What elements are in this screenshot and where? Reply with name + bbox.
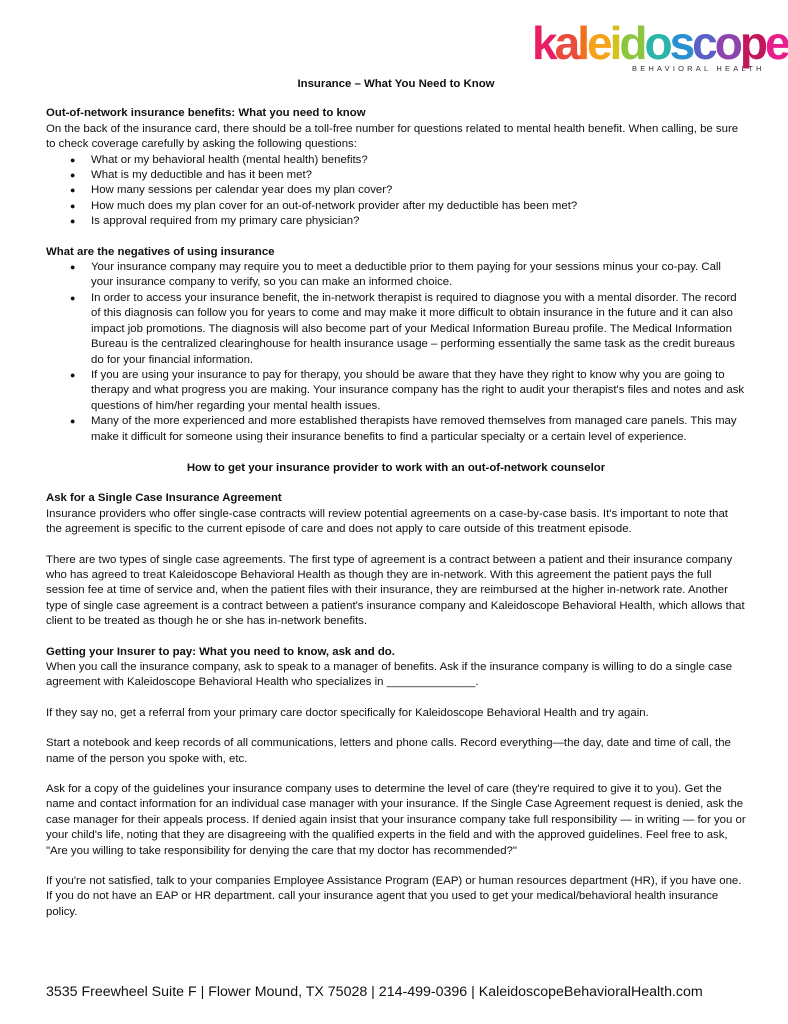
section4-paragraph: If you're not satisfied, talk to your companies Employee Assistance Program (EAP) or human resources department (HR), if you have one. If you do not have an EAP or HR department. call your insurance agent that you used to get your medical/behavioral health insurance policy.: [46, 875, 742, 918]
logo-tagline: BEHAVIORAL HEALTH: [632, 64, 765, 73]
section3-paragraph: There are two types of single case agreements. The first type of agreement is a contract between a patient and their insurance company who has agreed to treat Kaleidoscope Behavioral Health as though they are in-network. With this agreement the patient pays the full session fee at time of service and, when the patient files with their insurance, they are reimbursed at the higher in-network rate. Another type of single case agreement is a contract between a patient's insurance company and Kaleidoscope Behavioral Health, which allows that client to be treated as though he or she has in-network benefits.: [46, 553, 745, 628]
logo-letter: i: [609, 17, 620, 69]
section4-paragraph: Ask for a copy of the guidelines your insurance company uses to determine the level of care (they're required to give it to you). Get the name and contact information for an individual case manager with your insurance. If the Single Case Agreement request is denied, ask the case manager for their appeals process. If denied again insist that your insurance company take full responsibility — in writing — for you or your child's life, noting that they are disagreeing with the qualified experts in the field and with the approved guidelines. Feel free to ask, "Are you willing to take responsibility for denying the care that my doctor has recommended?": [46, 783, 746, 857]
list-item: ● How many sessions per calendar year does my plan cover?: [91, 183, 746, 198]
document-body: [46, 77, 746, 920]
list-item: ● Your insurance company may require you to meet a deductible prior to them paying for your sessions minus your co-pay. Call your insurance company to verify, so you can make an informed choice.: [91, 260, 746, 291]
section1-list: [46, 153, 746, 230]
page-title: Insurance – What You Need to Know: [297, 78, 495, 90]
logo-letter: k: [532, 17, 555, 69]
logo-letter: o: [714, 17, 740, 69]
section2-heading: What are the negatives of using insurance: [46, 245, 275, 258]
list-item: ● If you are using your insurance to pay for therapy, you should be aware that they have they right to know why you are going to therapy and what progress you are making. Your insurance company has the right to audit your therapist's files and notes and ask questions of him/her regarding your mental health issues.: [91, 368, 746, 414]
list-item: ● What or my behavioral health (mental health) benefits?: [91, 153, 746, 168]
logo-letter: e: [586, 17, 610, 69]
logo-letter: l: [577, 17, 587, 69]
section3-paragraph: Insurance providers who offer single-case contracts will review potential agreements on a case-by-case basis. It's important to note that the agreement is specific to the current episode of care and does not apply to care outside of this treatment episode.: [46, 507, 728, 536]
list-item: ● How much does my plan cover for an out-of-network provider after my deductible has been met?: [91, 199, 746, 214]
section4-paragraph: Start a notebook and keep records of all communications, letters and phone calls. Record everything—the day, date and time of call, the name of the person you spoke with, etc.: [46, 737, 731, 765]
section2-list: [46, 260, 746, 445]
section4-paragraph: If they say no, get a referral from your primary care doctor specifically for Kaleidoscope Behavioral Health and try again.: [46, 706, 649, 719]
logo-letter: o: [644, 17, 670, 69]
kaleidoscope-logo: [532, 17, 788, 76]
section4-paragraph: When you call the insurance company, ask to speak to a manager of benefits. Ask if the insurance company is willing to do a single case agreement with Kaleidoscope Behavioral Health who specializes in ______________.: [46, 661, 733, 689]
section1-heading: Out-of-network insurance benefits: What you need to know: [46, 107, 366, 120]
list-item: ● In order to access your insurance benefit, the in-network therapist is required to diagnose you with a mental disorder. The record of this diagnosis can follow you for years to come and may make it more difficult to obtain insurance in the future and it can also impact job promotions. The diagnosis will also become part of your Medical Information Bureau profile. The Medical Information Bureau is the centralized clearinghouse for health insurance usage – performing essentially the same task as the credit bureaus do for your financial information.: [91, 291, 746, 368]
section1-intro: On the back of the insurance card, there should be a toll-free number for questions related to mental health benefit. When calling, be sure to check coverage carefully by asking the following questions:: [46, 122, 739, 151]
list-item: ● Is approval required from my primary care physician?: [91, 214, 746, 229]
logo-letter: s: [669, 17, 693, 69]
list-item: ● Many of the more experienced and more established therapists have removed themselves from managed care panels. This may make it difficult for someone using their insurance benefits to find a particular specialty or a certain level of experience.: [91, 414, 746, 445]
section3-subheading: Ask for a Single Case Insurance Agreement: [46, 492, 282, 505]
logo-letter: p: [739, 17, 765, 69]
list-item: ● What is my deductible and has it been met?: [91, 168, 746, 183]
section4-heading: Getting your Insurer to pay: What you need to know, ask and do.: [46, 645, 395, 658]
logo-letter: d: [619, 17, 645, 69]
footer-address: 3535 Freewheel Suite F | Flower Mound, TX 75028 | 214-499-0396 | KaleidoscopeBehavioralHealth.com: [46, 984, 703, 1000]
logo-letter: a: [554, 17, 578, 69]
logo-letter: c: [692, 17, 715, 69]
section3-heading: How to get your insurance provider to work with an out-of-network counselor: [186, 461, 606, 474]
logo-letter: e: [764, 17, 788, 69]
